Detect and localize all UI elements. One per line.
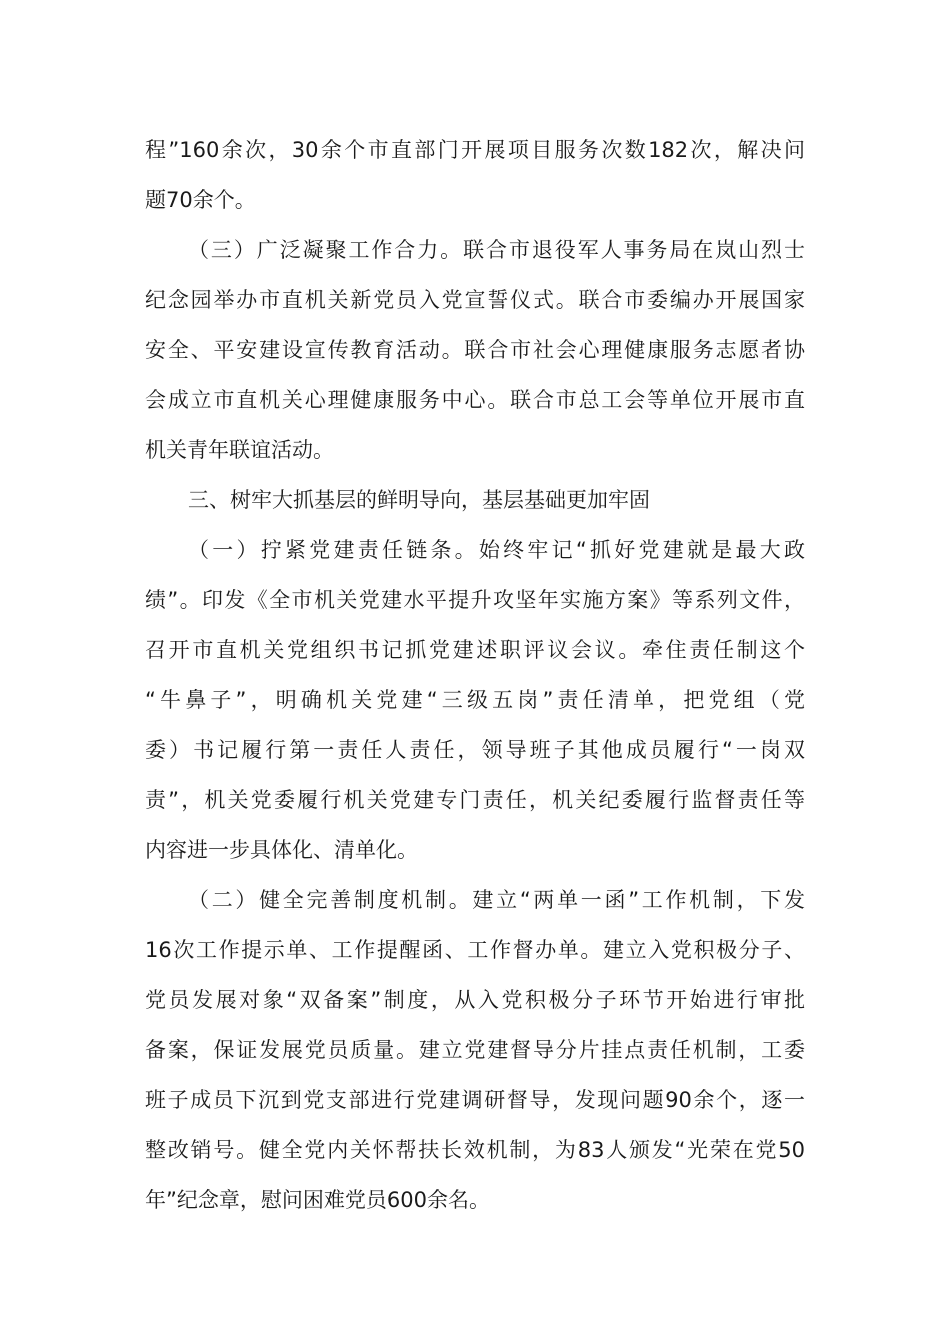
paragraph-line: 召开市直机关党组织书记抓党建述职评议会议。牵住责任制这个 [145, 638, 805, 662]
paragraph-line: 备案，保证发展党员质量。建立党建督导分片挂点责任机制，工委 [145, 1038, 805, 1062]
paragraph-line: 绩”。印发《全市机关党建水平提升攻坚年实施方案》等系列文件， [145, 588, 805, 612]
paragraph-line: 党员发展对象“双备案”制度，从入党积极分子环节开始进行审批 [145, 988, 805, 1012]
paragraph-line: 内容进一步具体化、清单化。 [145, 838, 418, 862]
section-heading-3-line: （三）广泛凝聚工作合力。联合市退役军人事务局在岚山烈士 [188, 238, 805, 262]
paragraph-line: 会成立市直机关心理健康服务中心。联合市总工会等单位开展市直 [145, 388, 805, 412]
paragraph-line: 纪念园举办市直机关新党员入党宣誓仪式。联合市委编办开展国家 [145, 288, 805, 312]
paragraph-line: 委）书记履行第一责任人责任，领导班子其他成员履行“一岗双 [145, 738, 805, 762]
paragraph-line: 责”，机关党委履行机关党建专门责任，机关纪委履行监督责任等 [145, 788, 805, 812]
paragraph-line: 机关青年联谊活动。 [145, 438, 334, 462]
paragraph-line: 16次工作提示单、工作提醒函、工作督办单。建立入党积极分子、 [145, 938, 805, 962]
paragraph-line: 班子成员下沉到党支部进行党建调研督导，发现问题90余个，逐一 [145, 1088, 805, 1112]
paragraph-line: 整改销号。健全党内关怀帮扶长效机制，为83人颁发“光荣在党50 [145, 1138, 805, 1162]
paragraph-line: 安全、平安建设宣传教育活动。联合市社会心理健康服务志愿者协 [145, 338, 805, 362]
paragraph-line: 题70余个。 [145, 188, 256, 212]
paragraph-line: “牛鼻子”，明确机关党建“三级五岗”责任清单，把党组（党 [145, 688, 805, 712]
section-heading-1-line: （一）拧紧党建责任链条。始终牢记“抓好党建就是最大政 [188, 538, 805, 562]
paragraph-line: 年”纪念章，慰问困难党员600余名。 [145, 1188, 490, 1212]
paragraph-line: 程”160余次，30余个市直部门开展项目服务次数182次，解决问 [145, 138, 805, 162]
section-heading-2-line: （二）健全完善制度机制。建立“两单一函”工作机制，下发 [188, 888, 805, 912]
section-title: 三、树牢大抓基层的鲜明导向，基层基础更加牢固 [188, 488, 650, 512]
